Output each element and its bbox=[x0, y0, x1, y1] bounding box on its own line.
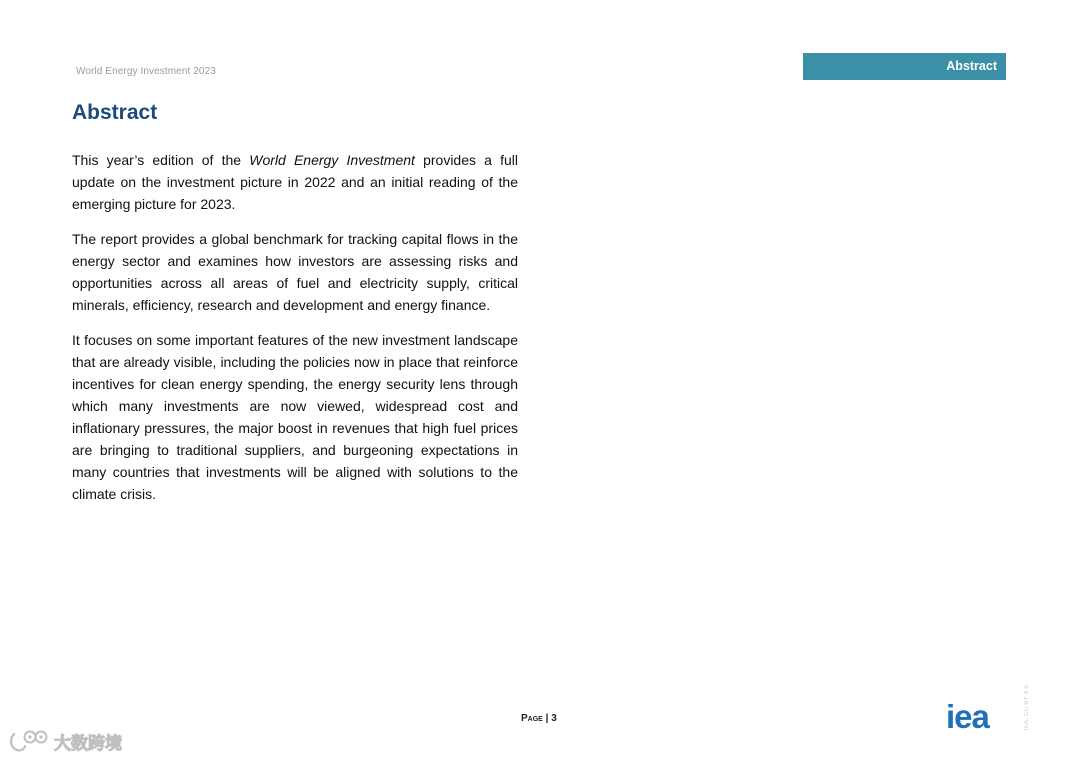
license-text: IEA. CC BY 4.0. bbox=[1024, 683, 1030, 731]
watermark bbox=[8, 728, 122, 754]
page-number-value: 3 bbox=[551, 713, 557, 724]
report-name: World Energy Investment bbox=[249, 152, 415, 168]
paragraph-1-intro: This year’s edition of the bbox=[72, 152, 250, 168]
page-separator: | bbox=[542, 713, 552, 724]
iea-logo: iea bbox=[946, 698, 989, 735]
section-tab: Abstract bbox=[803, 53, 1006, 80]
paragraph-1 bbox=[72, 149, 518, 215]
paragraph-1-rest: provides a full update on the investment picture in 2022 and an initial reading of the emerging picture for 2023. bbox=[72, 152, 518, 212]
logo-icon bbox=[8, 728, 50, 754]
page-label: Page bbox=[521, 713, 543, 724]
page-title: Abstract bbox=[72, 101, 158, 124]
paragraph-3: It focuses on some important features of the new investment landscape that are already visible, including the policies now in place that reinforce incentives for clean energy spending, the energy security lens through which many investments are now viewed, widespread cost and inflationary pressures, the major boost in revenues that high fuel prices are bringing to traditional suppliers, and burgeoning expectations in many countries that investments will be aligned with solutions to the climate crisis. bbox=[72, 332, 518, 502]
page-number bbox=[521, 713, 557, 724]
paragraph-2: The report provides a global benchmark for tracking capital flows in the energy sector and examines how investors are assessing risks and opportunities across all areas of fuel and electricity supply, critical minerals, efficiency, research and development and energy finance. bbox=[72, 231, 518, 313]
body-text bbox=[72, 149, 518, 518]
watermark-text: 大数跨境 bbox=[54, 733, 122, 754]
running-header: World Energy Investment 2023 bbox=[76, 66, 216, 77]
